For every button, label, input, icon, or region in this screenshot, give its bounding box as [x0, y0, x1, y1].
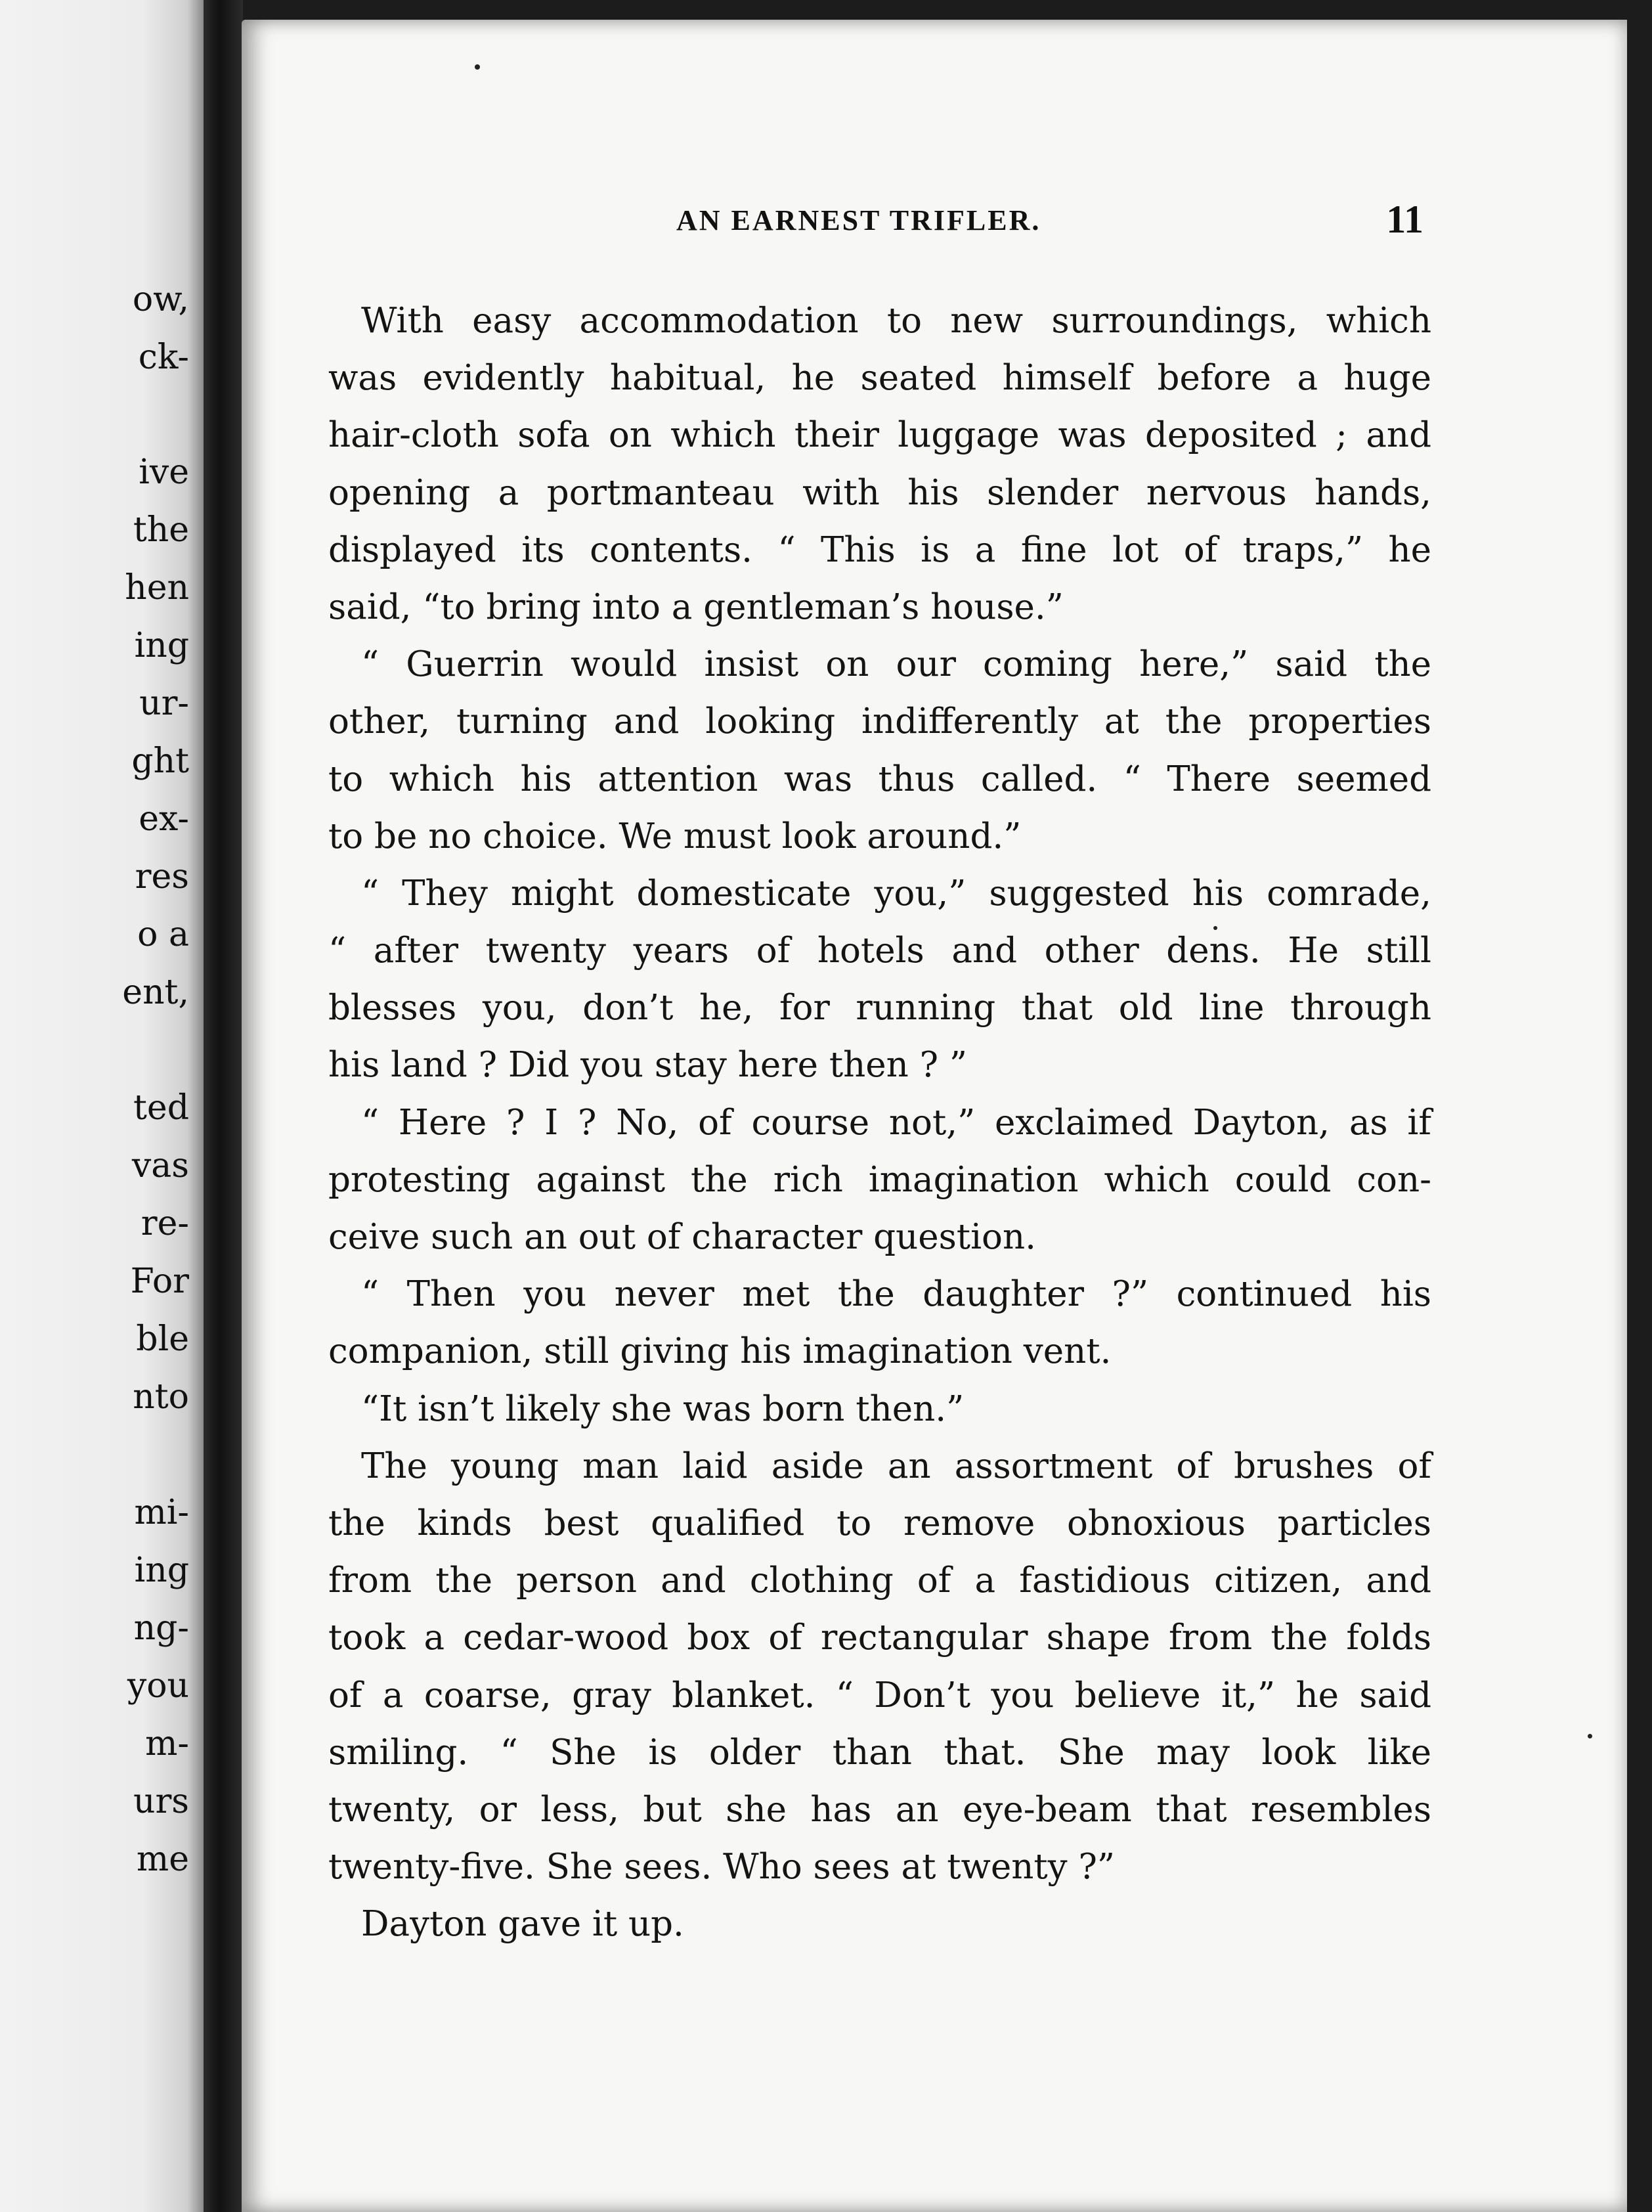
- text-line: twenty-five. She sees. Who sees at twenty ?”: [328, 1847, 1115, 1888]
- left-fragment: o a: [137, 915, 189, 954]
- left-fragment: ble: [136, 1319, 189, 1359]
- text-line: his land ? Did you stay here then ? ”: [328, 1045, 967, 1086]
- left-fragment: ur-: [139, 684, 189, 723]
- left-fragment: ck-: [138, 338, 189, 377]
- left-fragment: ing: [134, 626, 189, 665]
- left-fragment: hen: [125, 568, 189, 608]
- left-fragment: nto: [133, 1377, 189, 1417]
- text-line: companion, still giving his imagination vent.: [328, 1331, 1112, 1372]
- left-fragment: re-: [141, 1204, 189, 1243]
- left-fragment: ent,: [122, 973, 189, 1012]
- left-fragment: m-: [145, 1724, 189, 1763]
- ink-speck: [1588, 1734, 1592, 1738]
- text-line: The young man laid aside an assortment of brushes of: [361, 1446, 1431, 1486]
- left-fragment: urs: [133, 1782, 189, 1821]
- text-line: With easy accommodation to new surroundings, which: [361, 301, 1431, 341]
- text-line: “ after twenty years of hotels and other dens. He still: [328, 931, 1431, 971]
- running-header-title: AN EARNEST TRIFLER.: [676, 204, 1041, 236]
- text-line: to which his attention was thus called. “ There seemed: [328, 759, 1431, 799]
- left-fragment: res: [135, 857, 189, 896]
- left-fragment: you: [127, 1666, 189, 1706]
- text-line: took a cedar-wood box of rectangular shape from the folds: [328, 1618, 1431, 1658]
- text-line: “ They might domesticate you,” suggested his comrade,: [361, 873, 1431, 914]
- page-number: 11: [1386, 198, 1424, 241]
- text-line: “ Guerrin would insist on our coming here,” said the: [361, 644, 1431, 685]
- text-line: smiling. “ She is older than that. She may look like: [328, 1732, 1431, 1773]
- text-line: was evidently habitual, he seated himself before a huge: [328, 358, 1431, 399]
- left-fragment: ive: [139, 453, 189, 492]
- text-line: “It isn’t likely she was born then.”: [361, 1388, 965, 1429]
- left-fragment: mi-: [134, 1493, 189, 1532]
- left-facing-page: [0, 0, 204, 2212]
- left-fragment: vas: [131, 1146, 189, 1185]
- text-line: Dayton gave it up.: [361, 1904, 684, 1945]
- text-line: “ Then you never met the daughter ?” continued his: [361, 1274, 1431, 1315]
- text-line: hair-cloth sofa on which their luggage was deposited ; and: [328, 415, 1431, 456]
- text-line: the kinds best qualified to remove obnoxious particles: [328, 1503, 1431, 1543]
- text-line: displayed its contents. “ This is a fine lot of traps,” he: [328, 529, 1431, 570]
- text-line: other, turning and looking indifferently at the properties: [328, 701, 1431, 742]
- left-fragment: ght: [131, 741, 189, 781]
- text-line: opening a portmanteau with his slender nervous hands,: [328, 472, 1431, 513]
- text-line: said, “to bring into a gentleman’s house.”: [328, 586, 1064, 627]
- left-fragment: the: [133, 510, 189, 550]
- left-page-text-fragments: [32, 0, 189, 2212]
- text-line: protesting against the rich imagination which could con-: [328, 1159, 1431, 1200]
- left-fragment: For: [130, 1262, 189, 1301]
- text-line: blesses you, don’t he, for running that old line through: [328, 988, 1431, 1029]
- left-fragment: ow,: [132, 280, 189, 319]
- left-fragment: ng-: [133, 1608, 189, 1648]
- book-gutter: [204, 0, 243, 2212]
- text-line: to be no choice. We must look around.”: [328, 816, 1022, 856]
- left-fragment: me: [136, 1840, 189, 1879]
- text-line: “ Here ? I ? No, of course not,” exclaimed Dayton, as if: [361, 1102, 1431, 1143]
- running-header: [676, 197, 1438, 250]
- text-line: of a coarse, gray blanket. “ Don’t you believe it,” he said: [328, 1675, 1431, 1715]
- left-fragment: ex-: [139, 799, 189, 839]
- text-line: from the person and clothing of a fastidious citizen, and: [328, 1560, 1431, 1601]
- left-fragment: ted: [133, 1088, 189, 1128]
- ink-speck: [475, 64, 480, 70]
- left-fragment: ing: [134, 1551, 189, 1590]
- text-line: twenty, or less, but she has an eye-beam that resembles: [328, 1789, 1431, 1830]
- text-line: ceive such an out of character question.: [328, 1217, 1036, 1257]
- body-text: [328, 292, 1431, 1953]
